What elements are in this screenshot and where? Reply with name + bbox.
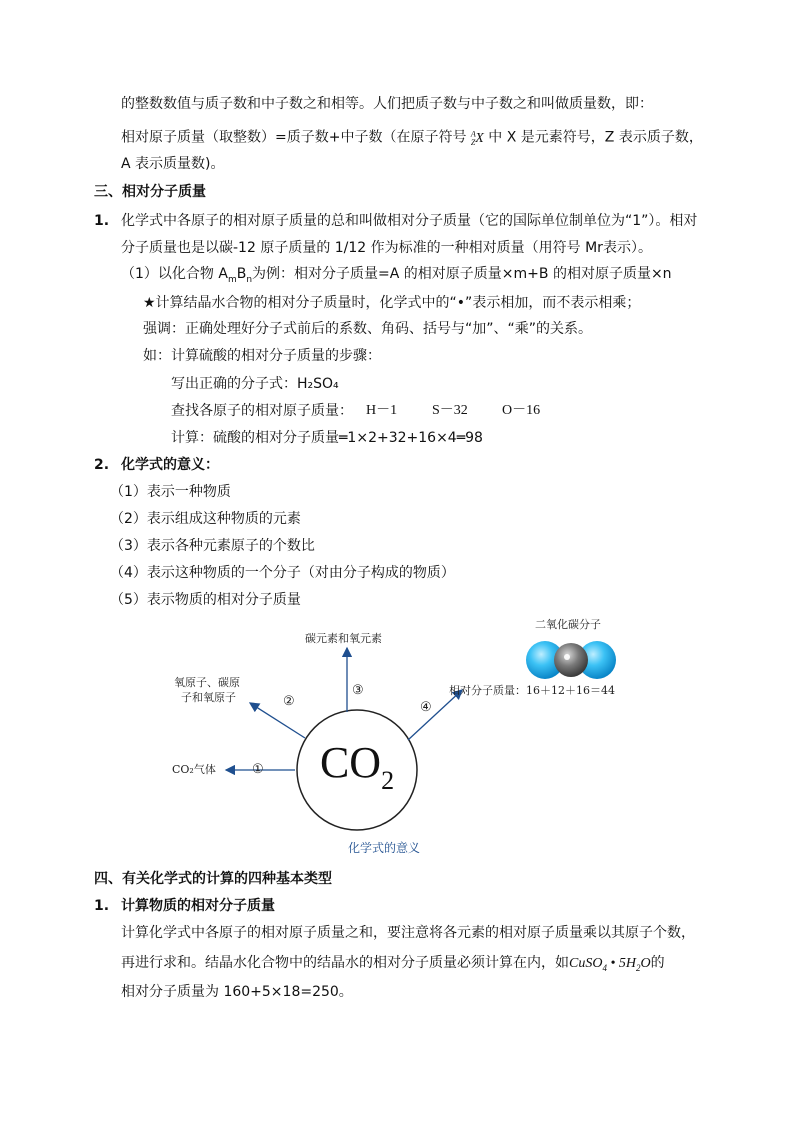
section-4-para-line-2-end: 的 — [650, 955, 665, 971]
section-3-heading: 三、相对分子质量 — [94, 184, 206, 200]
step-2-label: 查找各原子的相对原子质量： — [171, 403, 353, 419]
section-4-para-line-2 — [121, 953, 665, 978]
section-4-para-line-1: 计算化学式中各原子的相对原子质量之和，要注意将各元素的相对原子质量乘以其原子个数， — [121, 925, 695, 941]
step-2-hydrogen: H－1 — [366, 403, 398, 418]
step-3: 计算：硫酸的相对分子质量═1×2+32+16×4═98 — [171, 430, 483, 446]
num-3: ③ — [352, 683, 364, 698]
formula-sub-2: 2 — [635, 962, 641, 973]
section-4-para-line-3: 相对分子质量为 160+5×18=250。 — [121, 984, 353, 1000]
center-formula-text: CO — [319, 738, 382, 787]
step-2-sulfur: S－32 — [432, 403, 468, 418]
formula-cuso: CuSO — [569, 956, 603, 971]
label-atoms-line-2: 子和氧原子 — [181, 691, 236, 704]
num-2: ② — [283, 694, 295, 709]
example-text-a: （1）以化合物 A — [121, 266, 228, 282]
section-4-item-1-number: 1. — [94, 898, 110, 914]
item-1-line-1: 化学式中各原子的相对原子质量的总和叫做相对分子质量（它的国际单位制单位为“1”）。相对 — [121, 213, 698, 229]
carbon-highlight — [564, 654, 570, 660]
arrow-2 — [250, 703, 305, 738]
step-1: 写出正确的分子式：H₂SO₄ — [171, 376, 339, 392]
example-sub-n: n — [246, 274, 253, 285]
meaning-3: （3）表示各种元素原子的个数比 — [110, 538, 315, 554]
meaning-4: （4）表示这种物质的一个分子（对由分子构成的物质） — [110, 565, 455, 581]
meaning-1: （1）表示一种物质 — [110, 484, 231, 500]
label-gas: CO₂气体 — [172, 763, 216, 776]
example-text-c: 为例：相对分子质量=A 的相对原子质量×m+B 的相对原子质量×n — [252, 266, 672, 282]
item-1-line-2: 分子质量也是以碳-12 原子质量的 1/12 作为标准的一种相对质量（用符号 Mr表示）。 — [121, 240, 652, 256]
carbon-atom — [554, 643, 588, 677]
steps-intro: 如：计算硫酸的相对分子质量的步骤： — [143, 348, 381, 364]
molecule-title: 二氧化碳分子 — [535, 618, 601, 631]
section-4-heading: 四、有关化学式的计算的四种基本类型 — [94, 871, 332, 887]
example-text-b: B — [236, 266, 247, 282]
item-2-title: 化学式的意义： — [121, 457, 219, 473]
intro-line-3: A 表示质量数)。 — [121, 156, 225, 172]
center-formula — [304, 738, 410, 794]
item-1-number: 1. — [94, 213, 110, 229]
meaning-5: （5）表示物质的相对分子质量 — [110, 592, 301, 608]
center-formula-sub: 2 — [381, 766, 395, 795]
star-note: ★计算结晶水合物的相对分子质量时，化学式中的“•”表示相加，而不表示相乘； — [143, 295, 641, 311]
intro-line-1: 的整数数值与质子数和中子数之和相等。人们把质子数与中子数之和叫做质量数，即： — [121, 96, 653, 112]
label-relative-mass: 相对分子质量：16＋12＋16＝44 — [449, 684, 615, 697]
formula-sub-4: 4 — [602, 962, 607, 973]
num-4: ④ — [420, 700, 432, 715]
formula-o: O — [640, 956, 651, 971]
label-atoms-line-1: 氧原子、碳原 — [174, 676, 240, 689]
example-sub-m: m — [227, 274, 237, 285]
hydrate-formula — [569, 956, 651, 971]
item-2-number: 2. — [94, 457, 110, 473]
num-1: ① — [252, 762, 264, 777]
step-2-oxygen: O－16 — [502, 403, 541, 418]
label-elements: 碳元素和氧元素 — [305, 632, 382, 645]
emphasis-note: 强调：正确处理好分子式前后的系数、角码、括号与“加”、“乘”的关系。 — [143, 321, 593, 337]
figure-caption: 化学式的意义 — [348, 841, 421, 855]
formula-dot-5h: • 5H — [606, 956, 636, 971]
intro-line-2-start: 相对原子质量（取整数）=质子数+中子数（在原子符号 — [121, 129, 467, 146]
intro-line-2-end: 中 X 是元素符号，Z 表示质子数， — [488, 129, 703, 146]
section-4-item-1-title: 计算物质的相对分子质量 — [121, 898, 275, 914]
section-4-para-line-2-text: 再进行求和。结晶水化合物中的结晶水的相对分子质量必须计算在内，如 — [121, 955, 569, 971]
meaning-2: （2）表示组成这种物质的元素 — [110, 511, 301, 527]
nuclide-symbol: $^A_Z$X — [470, 129, 484, 148]
